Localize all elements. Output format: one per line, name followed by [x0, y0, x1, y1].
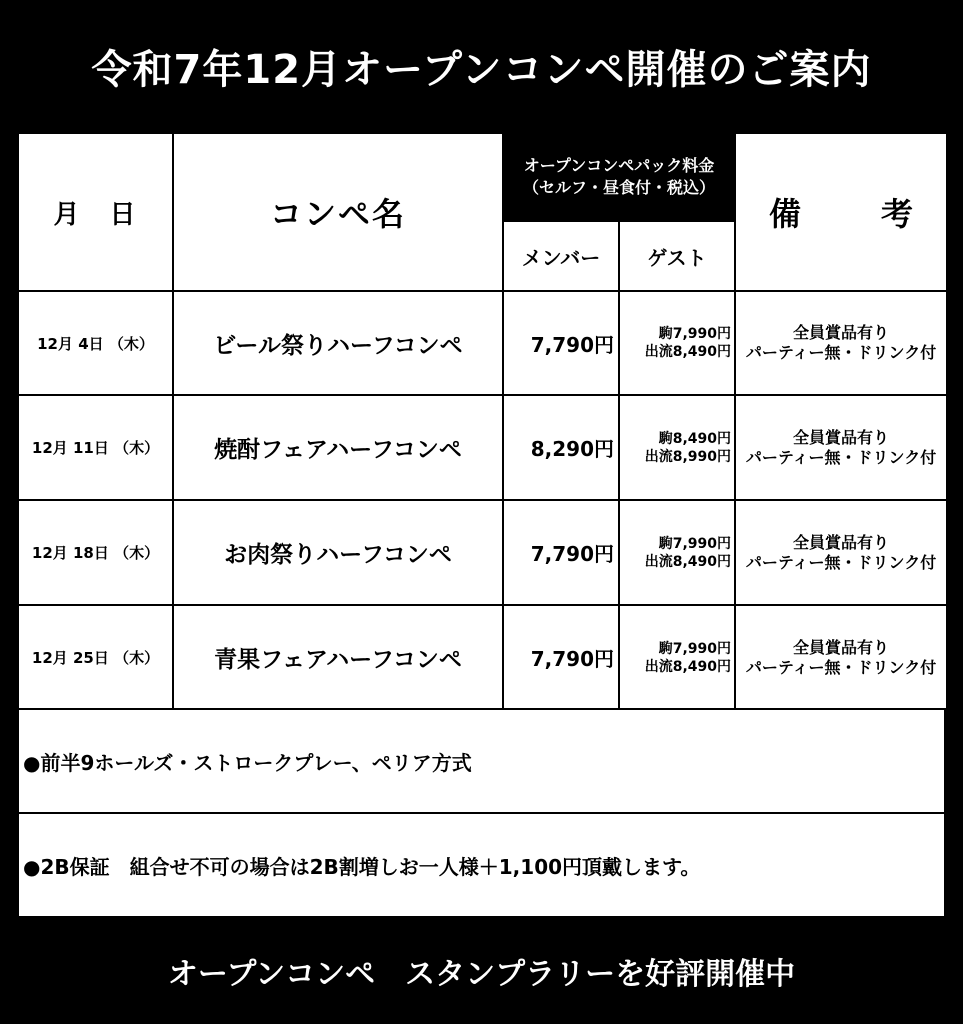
header-member: メンバー — [503, 221, 619, 291]
remark-party: パーティー無・ドリンク付 — [745, 447, 937, 467]
table-row — [18, 395, 947, 500]
page-title: 令和7年12月オープンコンペ開催のご案内 — [91, 46, 872, 93]
remark-prize: 全員賞品有り — [793, 532, 890, 552]
row-remarks — [735, 395, 947, 500]
table-row — [18, 500, 947, 605]
competition-table — [17, 132, 948, 711]
row-date: 12月 18日 （木） — [18, 500, 173, 605]
remark-party: パーティー無・ドリンク付 — [745, 657, 937, 677]
note-format: ●前半9ホールズ・ストロークプレー、ペリア方式 — [17, 708, 946, 814]
row-guest-price — [619, 605, 735, 710]
remark-party: パーティー無・ドリンク付 — [745, 343, 937, 362]
row-member-price: 8,290円 — [503, 395, 619, 500]
guest-price-izuru: 出流8,990円 — [644, 448, 732, 465]
table-header-row — [18, 133, 947, 221]
remark-prize: 全員賞品有り — [793, 637, 890, 657]
row-competition-name: お肉祭りハーフコンペ — [173, 500, 503, 605]
note-2b-guarantee: ●2B保証 組合せ不可の場合は2B割増しお一人様＋1,100円頂戴します。 — [17, 812, 946, 918]
header-competition-name: コンペ名 — [173, 133, 503, 291]
row-remarks — [735, 291, 947, 395]
remark-party: パーティー無・ドリンク付 — [745, 552, 937, 572]
header-remarks-char2: 考 — [881, 195, 914, 233]
row-competition-name: ビール祭りハーフコンペ — [173, 291, 503, 395]
row-guest-price — [619, 500, 735, 605]
guest-price-koma: 駒7,990円 — [658, 640, 732, 657]
footer-banner: オープンコンペ スタンプラリーを好評開催中 — [167, 957, 796, 992]
row-guest-price — [619, 395, 735, 500]
guest-price-koma: 駒7,990円 — [658, 535, 732, 552]
guest-price-izuru: 出流8,490円 — [644, 553, 732, 570]
header-guest: ゲスト — [619, 221, 735, 291]
row-competition-name: 青果フェアハーフコンペ — [173, 605, 503, 710]
table-row — [18, 291, 947, 395]
header-date: 月 日 — [18, 133, 173, 291]
row-member-price: 7,790円 — [503, 500, 619, 605]
row-guest-price — [619, 291, 735, 395]
row-date: 12月 25日 （木） — [18, 605, 173, 710]
remark-prize: 全員賞品有り — [793, 323, 890, 342]
row-member-price: 7,790円 — [503, 605, 619, 710]
row-remarks — [735, 500, 947, 605]
guest-price-izuru: 出流8,490円 — [644, 344, 732, 360]
header-pack-conditions: （セルフ・昼食付・税込） — [523, 178, 716, 197]
header-remarks-char1: 備 — [769, 195, 802, 233]
schedule-sheet — [17, 132, 946, 918]
guest-price-izuru: 出流8,490円 — [644, 658, 732, 675]
guest-price-koma: 駒8,490円 — [658, 430, 732, 447]
row-remarks — [735, 605, 947, 710]
row-date: 12月 4日 （木） — [18, 291, 173, 395]
guest-price-koma: 駒7,990円 — [658, 326, 732, 342]
header-pack-title: オープンコンペパック料金 — [523, 156, 715, 175]
row-date: 12月 11日 （木） — [18, 395, 173, 500]
remark-prize: 全員賞品有り — [793, 427, 890, 447]
row-member-price: 7,790円 — [503, 291, 619, 395]
row-competition-name: 焼酎フェアハーフコンペ — [173, 395, 503, 500]
table-row — [18, 605, 947, 710]
header-pack-price — [503, 133, 735, 221]
header-remarks — [735, 133, 947, 291]
